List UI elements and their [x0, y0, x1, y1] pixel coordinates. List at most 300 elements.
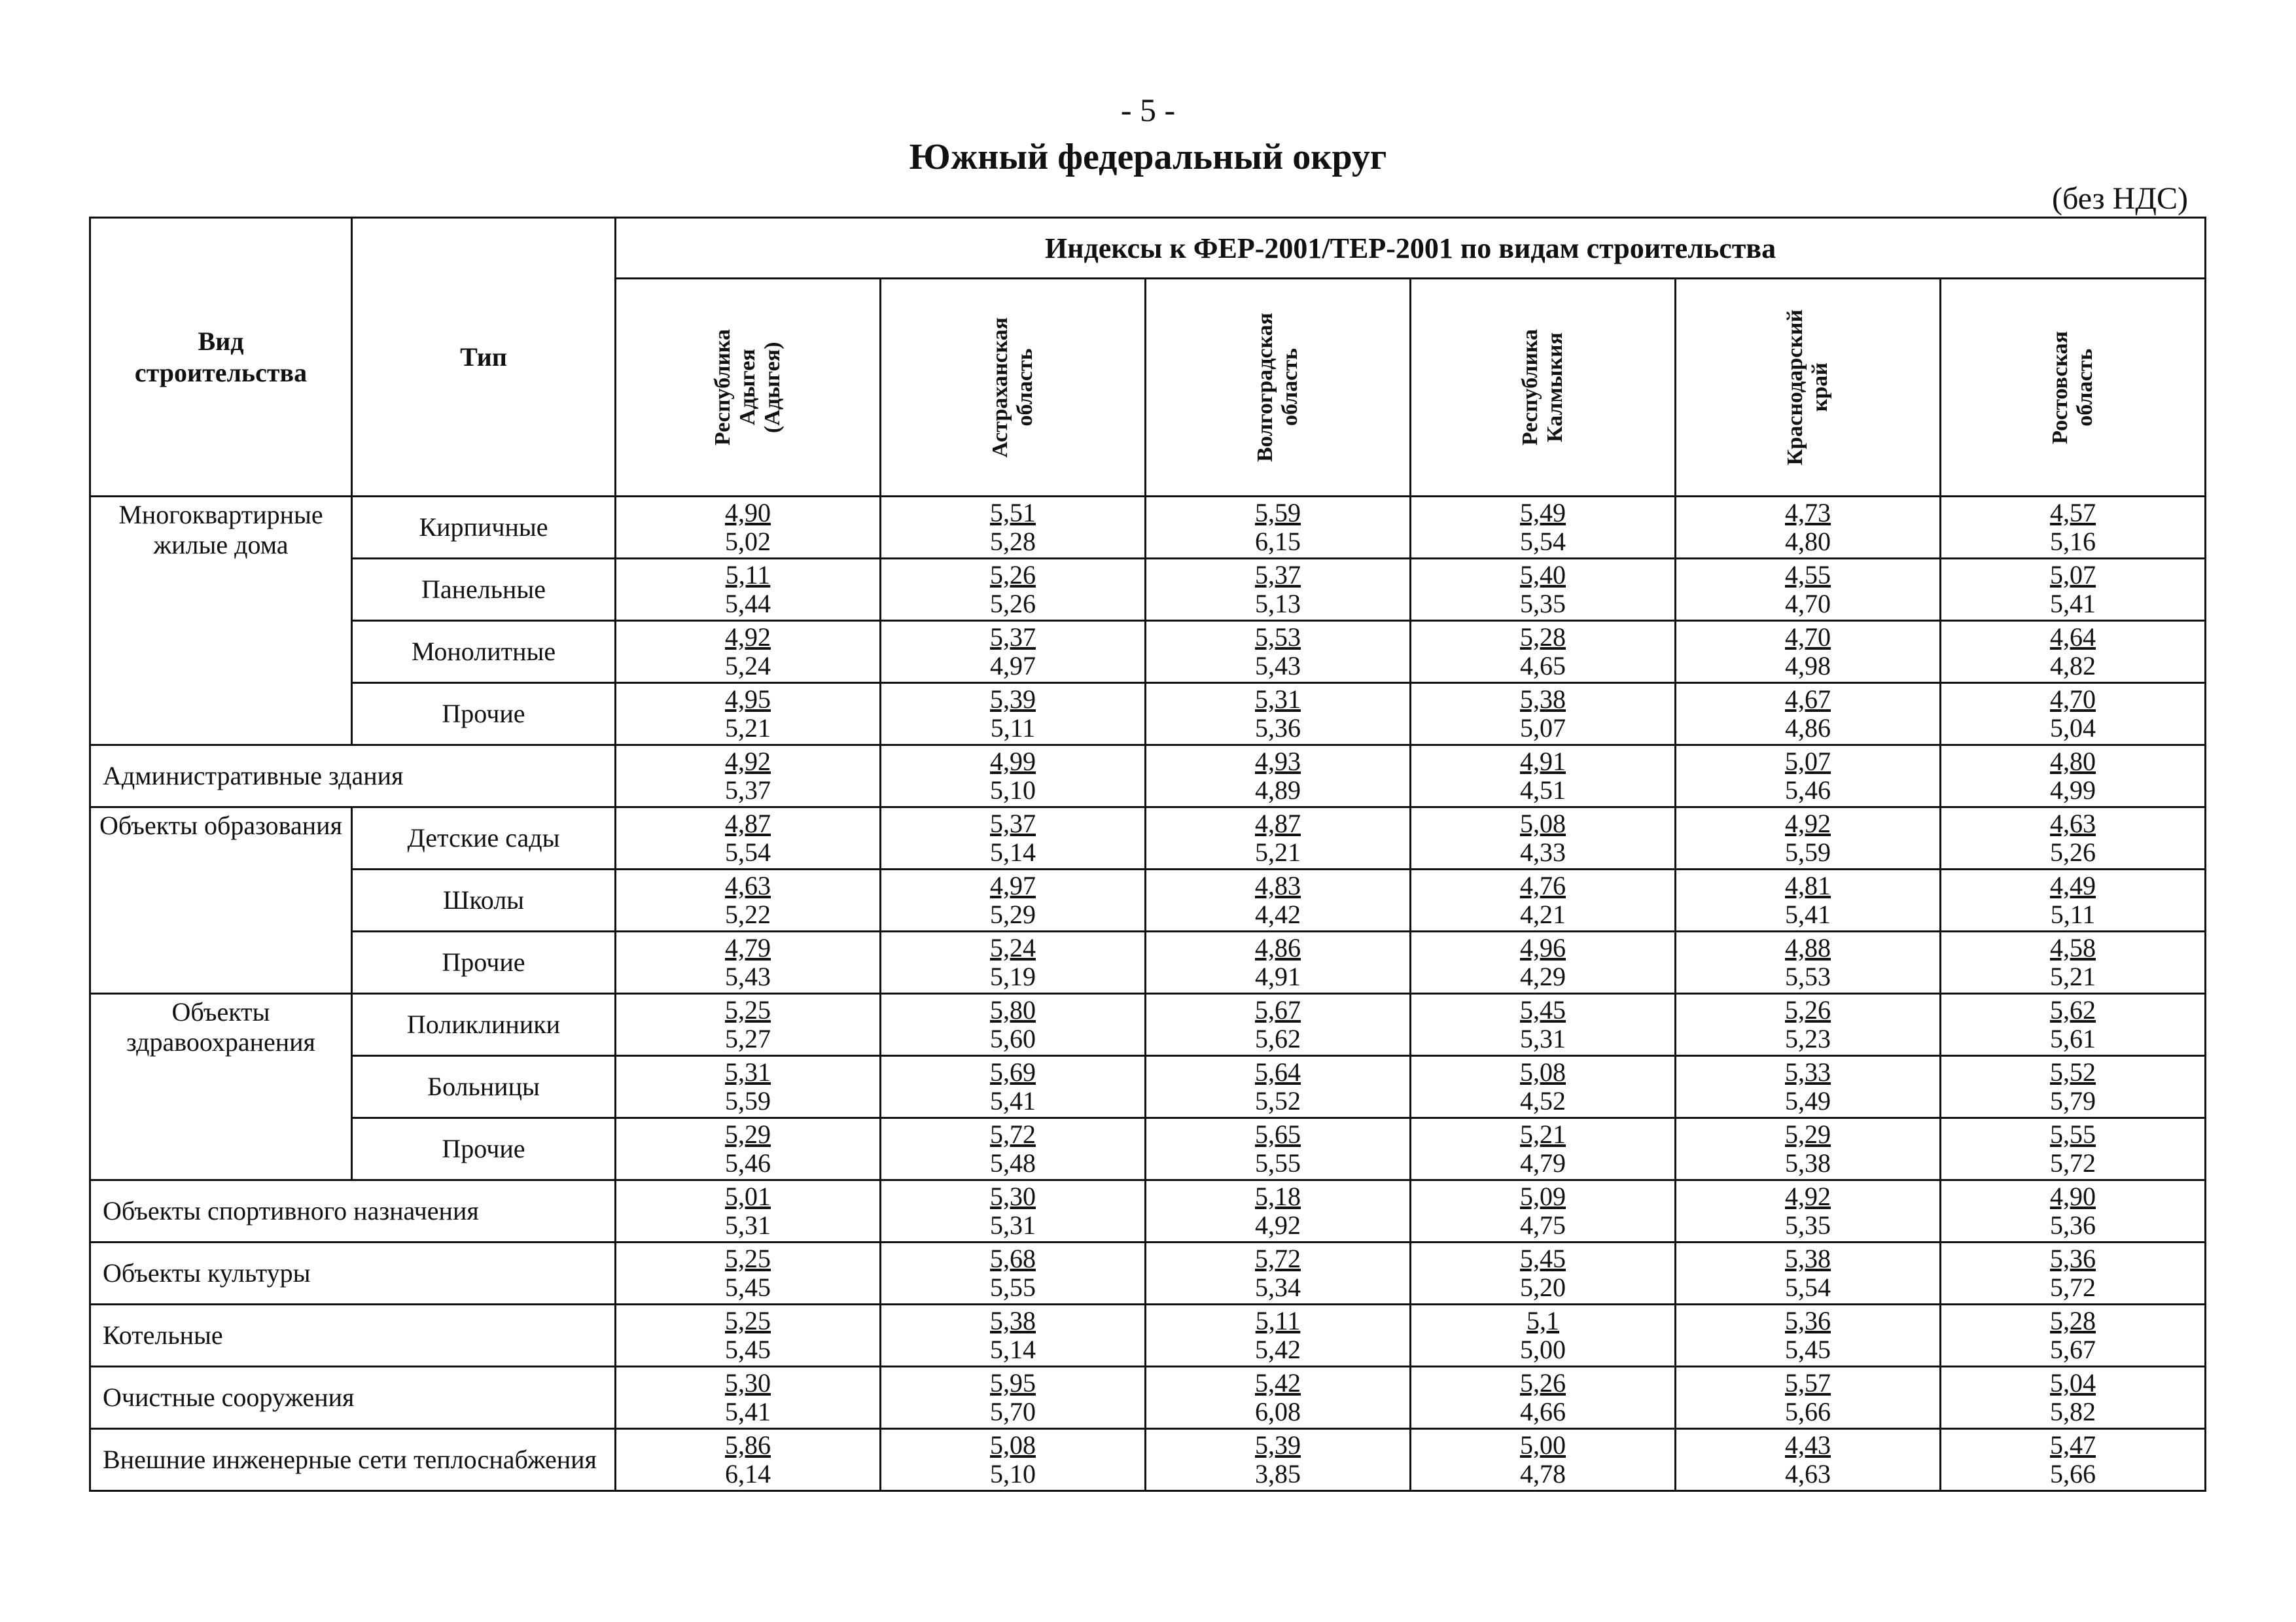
ter-index-value: 5,34 — [1255, 1273, 1301, 1302]
fer-index-value: 5,30 — [990, 1182, 1036, 1211]
index-value-cell — [1411, 1180, 1676, 1243]
index-value-cell — [881, 1056, 1146, 1118]
index-value-cell — [1941, 1243, 2206, 1305]
fer-index-value: 5,59 — [1255, 498, 1301, 527]
fer-index-value: 5,31 — [1255, 684, 1301, 714]
ter-index-value: 4,21 — [1520, 900, 1566, 929]
type-cell — [352, 1118, 616, 1180]
ter-index-value: 5,35 — [1785, 1210, 1831, 1240]
ter-index-value: 5,59 — [725, 1086, 771, 1116]
index-value-cell — [1411, 621, 1676, 683]
index-value-cell — [1411, 497, 1676, 559]
ter-index-value: 5,54 — [1520, 527, 1566, 556]
fer-index-value: 5,25 — [725, 995, 771, 1025]
ter-index-value: 5,27 — [725, 1024, 771, 1053]
fer-index-value: 5,11 — [1255, 1306, 1301, 1335]
index-value-cell — [881, 1243, 1146, 1305]
ter-index-value: 5,43 — [1255, 651, 1301, 680]
index-value-cell — [1676, 807, 1941, 870]
type-label: Прочие — [442, 1134, 525, 1163]
ter-index-value: 5,82 — [2050, 1397, 2096, 1426]
index-value-cell — [1941, 745, 2206, 807]
fer-index-value: 4,92 — [725, 747, 771, 776]
ter-index-value: 5,41 — [2050, 589, 2096, 618]
fer-index-value: 5,08 — [990, 1430, 1036, 1460]
fer-index-value: 4,55 — [1785, 560, 1831, 590]
index-value-cell — [616, 1118, 881, 1180]
index-value-cell — [616, 1305, 881, 1367]
index-value-cell — [616, 621, 881, 683]
fer-index-value: 4,90 — [2050, 1182, 2096, 1211]
fer-index-value: 5,68 — [990, 1244, 1036, 1273]
index-value-cell — [1411, 994, 1676, 1056]
index-value-cell — [881, 807, 1146, 870]
index-value-cell — [1676, 1118, 1941, 1180]
index-value-cell — [881, 745, 1146, 807]
fer-index-value: 5,25 — [725, 1244, 771, 1273]
fer-index-value: 4,97 — [990, 871, 1036, 900]
fer-index-value: 5,1 — [1527, 1306, 1559, 1335]
header-region-2 — [1146, 279, 1411, 497]
construction-kind-label: Котельные — [103, 1320, 223, 1350]
construction-kind-label: Внешние инженерные сети теплоснабжения — [103, 1445, 597, 1474]
fer-index-value: 5,29 — [1785, 1120, 1831, 1149]
fer-index-value: 4,90 — [725, 498, 771, 527]
header-region-label: Астраханская область — [988, 317, 1037, 458]
index-value-cell — [881, 1118, 1146, 1180]
fer-index-value: 5,64 — [1255, 1057, 1301, 1087]
index-value-cell — [1676, 870, 1941, 932]
table-row — [90, 497, 2206, 559]
page-number: - 5 - — [1120, 92, 1176, 128]
index-value-cell — [616, 745, 881, 807]
index-value-cell — [1146, 683, 1411, 745]
ter-index-value: 5,61 — [2050, 1024, 2096, 1053]
index-value-cell — [1941, 932, 2206, 994]
ter-index-value: 5,26 — [2050, 837, 2096, 867]
ter-index-value: 4,91 — [1255, 962, 1301, 991]
ter-index-value: 4,29 — [1520, 962, 1566, 991]
table-row — [90, 932, 2206, 994]
type-cell — [352, 683, 616, 745]
ter-index-value: 4,97 — [990, 651, 1036, 680]
ter-index-value: 5,53 — [1785, 962, 1831, 991]
index-value-cell — [1146, 994, 1411, 1056]
ter-index-value: 5,48 — [990, 1148, 1036, 1178]
index-value-cell — [1146, 1305, 1411, 1367]
index-value-cell — [616, 1056, 881, 1118]
ter-index-value: 5,45 — [725, 1273, 771, 1302]
fer-index-value: 4,63 — [2050, 809, 2096, 838]
fer-index-value: 5,62 — [2050, 995, 2096, 1025]
construction-kind-label: Объекты культуры — [103, 1258, 311, 1288]
construction-kind-label: Объекты здравоохранения — [126, 997, 315, 1057]
header-construction-kind — [90, 218, 352, 497]
index-value-cell — [1411, 932, 1676, 994]
ter-index-value: 5,10 — [990, 775, 1036, 805]
construction-kind-label: Объекты спортивного назначения — [103, 1196, 479, 1225]
index-value-cell — [1146, 807, 1411, 870]
fer-index-value: 5,36 — [1785, 1306, 1831, 1335]
fer-index-value: 4,86 — [1255, 933, 1301, 962]
ter-index-value: 6,15 — [1255, 527, 1301, 556]
fer-index-value: 5,53 — [1255, 622, 1301, 652]
fer-index-value: 5,72 — [1255, 1244, 1301, 1273]
table-row — [90, 745, 2206, 807]
construction-kind-label: Административные здания — [103, 761, 404, 790]
construction-kind-cell — [90, 1243, 616, 1305]
ter-index-value: 4,99 — [2050, 775, 2096, 805]
construction-kind-cell — [90, 1305, 616, 1367]
document-title: Южный федеральный округ — [909, 137, 1387, 177]
index-value-cell — [1676, 1305, 1941, 1367]
fer-index-value: 5,39 — [990, 684, 1036, 714]
index-value-cell — [1411, 870, 1676, 932]
header-region-0 — [616, 279, 881, 497]
ter-index-value: 5,46 — [1785, 775, 1831, 805]
ter-index-value: 4,82 — [2050, 651, 2096, 680]
ter-index-value: 5,60 — [990, 1024, 1036, 1053]
ter-index-value: 5,07 — [1520, 713, 1566, 743]
fer-index-value: 5,55 — [2050, 1120, 2096, 1149]
fer-index-value: 5,38 — [1520, 684, 1566, 714]
fer-index-value: 5,45 — [1520, 1244, 1566, 1273]
construction-kind-cell — [90, 1180, 616, 1243]
ter-index-value: 5,67 — [2050, 1335, 2096, 1364]
index-value-cell — [1676, 932, 1941, 994]
header-region-5 — [1941, 279, 2206, 497]
ter-index-value: 5,41 — [990, 1086, 1036, 1116]
vat-note: (без НДС) — [2051, 181, 2188, 216]
type-label: Прочие — [442, 947, 525, 977]
table-row — [90, 1056, 2206, 1118]
index-value-cell — [1676, 1243, 1941, 1305]
fer-index-value: 5,09 — [1520, 1182, 1566, 1211]
index-value-cell — [1146, 1118, 1411, 1180]
construction-kind-label: Очистные сооружения — [103, 1383, 355, 1412]
fer-index-value: 5,38 — [1785, 1244, 1831, 1273]
fer-index-value: 4,70 — [1785, 622, 1831, 652]
index-value-cell — [1411, 1367, 1676, 1429]
fer-index-value: 5,57 — [1785, 1368, 1831, 1398]
fer-index-value: 4,73 — [1785, 498, 1831, 527]
fer-index-value: 5,01 — [725, 1182, 771, 1211]
ter-index-value: 4,98 — [1785, 651, 1831, 680]
ter-index-value: 5,66 — [1785, 1397, 1831, 1426]
ter-index-value: 5,46 — [725, 1148, 771, 1178]
index-value-cell — [1941, 1305, 2206, 1367]
index-value-cell — [1941, 1429, 2206, 1491]
fer-index-value: 5,29 — [725, 1120, 771, 1149]
fer-index-value: 4,43 — [1785, 1430, 1831, 1460]
index-value-cell — [616, 870, 881, 932]
ter-index-value: 4,89 — [1255, 775, 1301, 805]
index-value-cell — [1676, 1367, 1941, 1429]
ter-index-value: 4,52 — [1520, 1086, 1566, 1116]
ter-index-value: 4,51 — [1520, 775, 1566, 805]
fer-index-value: 5,07 — [1785, 747, 1831, 776]
ter-index-value: 5,49 — [1785, 1086, 1831, 1116]
ter-index-value: 5,11 — [990, 713, 1036, 743]
index-value-cell — [881, 1367, 1146, 1429]
ter-index-value: 5,45 — [725, 1335, 771, 1364]
table-row — [90, 1305, 2206, 1367]
index-value-cell — [616, 807, 881, 870]
index-value-cell — [616, 932, 881, 994]
index-value-cell — [1146, 1367, 1411, 1429]
header-region-1 — [881, 279, 1146, 497]
ter-index-value: 4,33 — [1520, 837, 1566, 867]
table-row — [90, 1429, 2206, 1491]
ter-index-value: 5,72 — [2050, 1148, 2096, 1178]
fer-index-value: 5,47 — [2050, 1430, 2096, 1460]
fer-index-value: 4,96 — [1520, 933, 1566, 962]
fer-index-value: 4,80 — [2050, 747, 2096, 776]
index-value-cell — [616, 559, 881, 621]
ter-index-value: 5,21 — [725, 713, 771, 743]
index-value-cell — [616, 1243, 881, 1305]
ter-index-value: 5,14 — [990, 837, 1036, 867]
index-value-cell — [1676, 745, 1941, 807]
type-cell — [352, 621, 616, 683]
table-row — [90, 621, 2206, 683]
ter-index-value: 5,36 — [2050, 1210, 2096, 1240]
ter-index-value: 5,13 — [1255, 589, 1301, 618]
fer-index-value: 5,69 — [990, 1057, 1036, 1087]
index-value-cell — [616, 1367, 881, 1429]
index-value-cell — [616, 497, 881, 559]
ter-index-value: 5,52 — [1255, 1086, 1301, 1116]
header-region-label: Волгоградская область — [1253, 312, 1302, 462]
fer-index-value: 4,58 — [2050, 933, 2096, 962]
index-value-cell — [1146, 621, 1411, 683]
fer-index-value: 5,37 — [990, 622, 1036, 652]
ter-index-value: 4,75 — [1520, 1210, 1566, 1240]
table-row — [90, 807, 2206, 870]
type-cell — [352, 807, 616, 870]
fer-index-value: 5,67 — [1255, 995, 1301, 1025]
index-value-cell — [881, 683, 1146, 745]
ter-index-value: 5,31 — [725, 1210, 771, 1240]
header-region-label: Краснодарский край — [1783, 309, 1832, 466]
index-value-cell — [1411, 559, 1676, 621]
ter-index-value: 5,43 — [725, 962, 771, 991]
fer-index-value: 4,49 — [2050, 871, 2096, 900]
type-cell — [352, 870, 616, 932]
ter-index-value: 5,10 — [990, 1459, 1036, 1489]
fer-index-value: 4,87 — [1255, 809, 1301, 838]
ter-index-value: 4,92 — [1255, 1210, 1301, 1240]
ter-index-value: 4,65 — [1520, 651, 1566, 680]
index-value-cell — [1676, 683, 1941, 745]
index-value-cell — [881, 1305, 1146, 1367]
fer-index-value: 5,11 — [725, 560, 771, 590]
fer-index-value: 4,91 — [1520, 747, 1566, 776]
type-label: Поликлиники — [406, 1010, 561, 1039]
type-cell — [352, 932, 616, 994]
fer-index-value: 4,92 — [1785, 1182, 1831, 1211]
ter-index-value: 5,22 — [725, 900, 771, 929]
index-value-cell — [1676, 559, 1941, 621]
ter-index-value: 5,21 — [2050, 962, 2096, 991]
index-value-cell — [881, 870, 1146, 932]
type-label: Больницы — [427, 1072, 540, 1101]
fer-index-value: 5,37 — [1255, 560, 1301, 590]
ter-index-value: 5,24 — [725, 651, 771, 680]
fer-index-value: 5,37 — [990, 809, 1036, 838]
type-cell — [352, 1056, 616, 1118]
ter-index-value: 5,54 — [725, 837, 771, 867]
index-value-cell — [1941, 870, 2206, 932]
index-value-cell — [616, 1180, 881, 1243]
index-value-cell — [1676, 1429, 1941, 1491]
ter-index-value: 5,44 — [725, 589, 771, 618]
header-type — [352, 218, 616, 497]
index-value-cell — [616, 683, 881, 745]
fer-index-value: 5,39 — [1255, 1430, 1301, 1460]
index-value-cell — [1411, 1056, 1676, 1118]
fer-index-value: 4,99 — [990, 747, 1036, 776]
ter-index-value: 5,28 — [990, 527, 1036, 556]
fer-index-value: 5,07 — [2050, 560, 2096, 590]
table-row — [90, 559, 2206, 621]
header-region-4 — [1676, 279, 1941, 497]
index-value-cell — [881, 1180, 1146, 1243]
ter-index-value: 5,00 — [1520, 1335, 1566, 1364]
ter-index-value: 5,42 — [1255, 1335, 1301, 1364]
index-value-cell — [881, 1429, 1146, 1491]
type-label: Прочие — [442, 699, 525, 728]
fer-index-value: 4,79 — [725, 933, 771, 962]
fer-index-value: 5,72 — [990, 1120, 1036, 1149]
index-value-cell — [1941, 1056, 2206, 1118]
construction-kind-label: Многоквартирные жилые дома — [118, 500, 323, 559]
fer-index-value: 4,64 — [2050, 622, 2096, 652]
index-value-cell — [1941, 621, 2206, 683]
index-value-cell — [1146, 1429, 1411, 1491]
fer-index-value: 5,26 — [1785, 995, 1831, 1025]
table-row — [90, 994, 2206, 1056]
ter-index-value: 5,35 — [1520, 589, 1566, 618]
fer-index-value: 5,33 — [1785, 1057, 1831, 1087]
fer-index-value: 4,95 — [725, 684, 771, 714]
ter-index-value: 4,66 — [1520, 1397, 1566, 1426]
fer-index-value: 5,86 — [725, 1430, 771, 1460]
fer-index-value: 5,36 — [2050, 1244, 2096, 1273]
construction-kind-cell — [90, 994, 352, 1180]
index-value-cell — [1941, 994, 2206, 1056]
table-row — [90, 1118, 2206, 1180]
ter-index-value: 4,86 — [1785, 713, 1831, 743]
table-row — [90, 683, 2206, 745]
ter-index-value: 5,62 — [1255, 1024, 1301, 1053]
fer-index-value: 5,40 — [1520, 560, 1566, 590]
construction-kind-cell — [90, 745, 616, 807]
type-cell — [352, 559, 616, 621]
fer-index-value: 4,76 — [1520, 871, 1566, 900]
fer-index-value: 5,18 — [1255, 1182, 1301, 1211]
fer-index-value: 4,70 — [2050, 684, 2096, 714]
header-region-label: Республика Адыгея (Адыгея) — [711, 329, 785, 446]
ter-index-value: 5,31 — [990, 1210, 1036, 1240]
ter-index-value: 5,66 — [2050, 1459, 2096, 1489]
ter-index-value: 5,45 — [1785, 1335, 1831, 1364]
index-value-cell — [1676, 621, 1941, 683]
ter-index-value: 3,85 — [1255, 1459, 1301, 1489]
index-value-cell — [881, 621, 1146, 683]
index-value-cell — [1146, 497, 1411, 559]
index-value-cell — [1676, 497, 1941, 559]
index-value-cell — [1146, 1056, 1411, 1118]
fer-index-value: 5,25 — [725, 1306, 771, 1335]
fer-index-value: 4,81 — [1785, 871, 1831, 900]
ter-index-value: 5,19 — [990, 962, 1036, 991]
type-label: Детские сады — [407, 823, 560, 853]
fer-index-value: 5,08 — [1520, 1057, 1566, 1087]
index-value-cell — [1146, 932, 1411, 994]
fer-index-value: 5,26 — [990, 560, 1036, 590]
index-value-cell — [1411, 1305, 1676, 1367]
fer-index-value: 5,95 — [990, 1368, 1036, 1398]
index-value-cell — [1676, 1180, 1941, 1243]
ter-index-value: 5,36 — [1255, 713, 1301, 743]
fer-index-value: 5,26 — [1520, 1368, 1566, 1398]
ter-index-value: 5,20 — [1520, 1273, 1566, 1302]
index-value-cell — [1411, 1118, 1676, 1180]
header-region-label: Республика Калмыкия — [1518, 329, 1567, 446]
ter-index-value: 5,11 — [2050, 900, 2096, 929]
ter-index-value: 4,70 — [1785, 589, 1831, 618]
ter-index-value: 5,04 — [2050, 713, 2096, 743]
ter-index-value: 5,55 — [990, 1273, 1036, 1302]
ter-index-value: 4,79 — [1520, 1148, 1566, 1178]
index-value-cell — [881, 559, 1146, 621]
fer-index-value: 5,45 — [1520, 995, 1566, 1025]
fer-index-value: 5,28 — [1520, 622, 1566, 652]
ter-index-value: 5,16 — [2050, 527, 2096, 556]
index-value-cell — [1941, 683, 2206, 745]
table-row — [90, 1367, 2206, 1429]
index-value-cell — [1941, 1118, 2206, 1180]
ter-index-value: 4,78 — [1520, 1459, 1566, 1489]
header-construction-kind-label: Вид строительства — [134, 326, 308, 387]
fer-index-value: 5,28 — [2050, 1306, 2096, 1335]
index-value-cell — [1146, 1180, 1411, 1243]
index-value-cell — [1941, 807, 2206, 870]
construction-kind-cell — [90, 1429, 616, 1491]
index-value-cell — [1676, 994, 1941, 1056]
ter-index-value: 5,54 — [1785, 1273, 1831, 1302]
ter-index-value: 5,14 — [990, 1335, 1036, 1364]
index-value-cell — [1411, 683, 1676, 745]
construction-kind-cell — [90, 497, 352, 745]
ter-index-value: 5,41 — [1785, 900, 1831, 929]
ter-index-value: 5,79 — [2050, 1086, 2096, 1116]
index-value-cell — [1941, 1367, 2206, 1429]
fer-index-value: 5,38 — [990, 1306, 1036, 1335]
table-row — [90, 1180, 2206, 1243]
index-value-cell — [881, 994, 1146, 1056]
header-type-label: Тип — [460, 342, 507, 372]
fer-index-value: 5,30 — [725, 1368, 771, 1398]
table-body — [90, 497, 2206, 1491]
ter-index-value: 5,38 — [1785, 1148, 1831, 1178]
type-label: Кирпичные — [419, 512, 548, 542]
ter-index-value: 4,80 — [1785, 527, 1831, 556]
ter-index-value: 5,29 — [990, 900, 1036, 929]
ter-index-value: 4,63 — [1785, 1459, 1831, 1489]
type-label: Панельные — [421, 574, 546, 604]
